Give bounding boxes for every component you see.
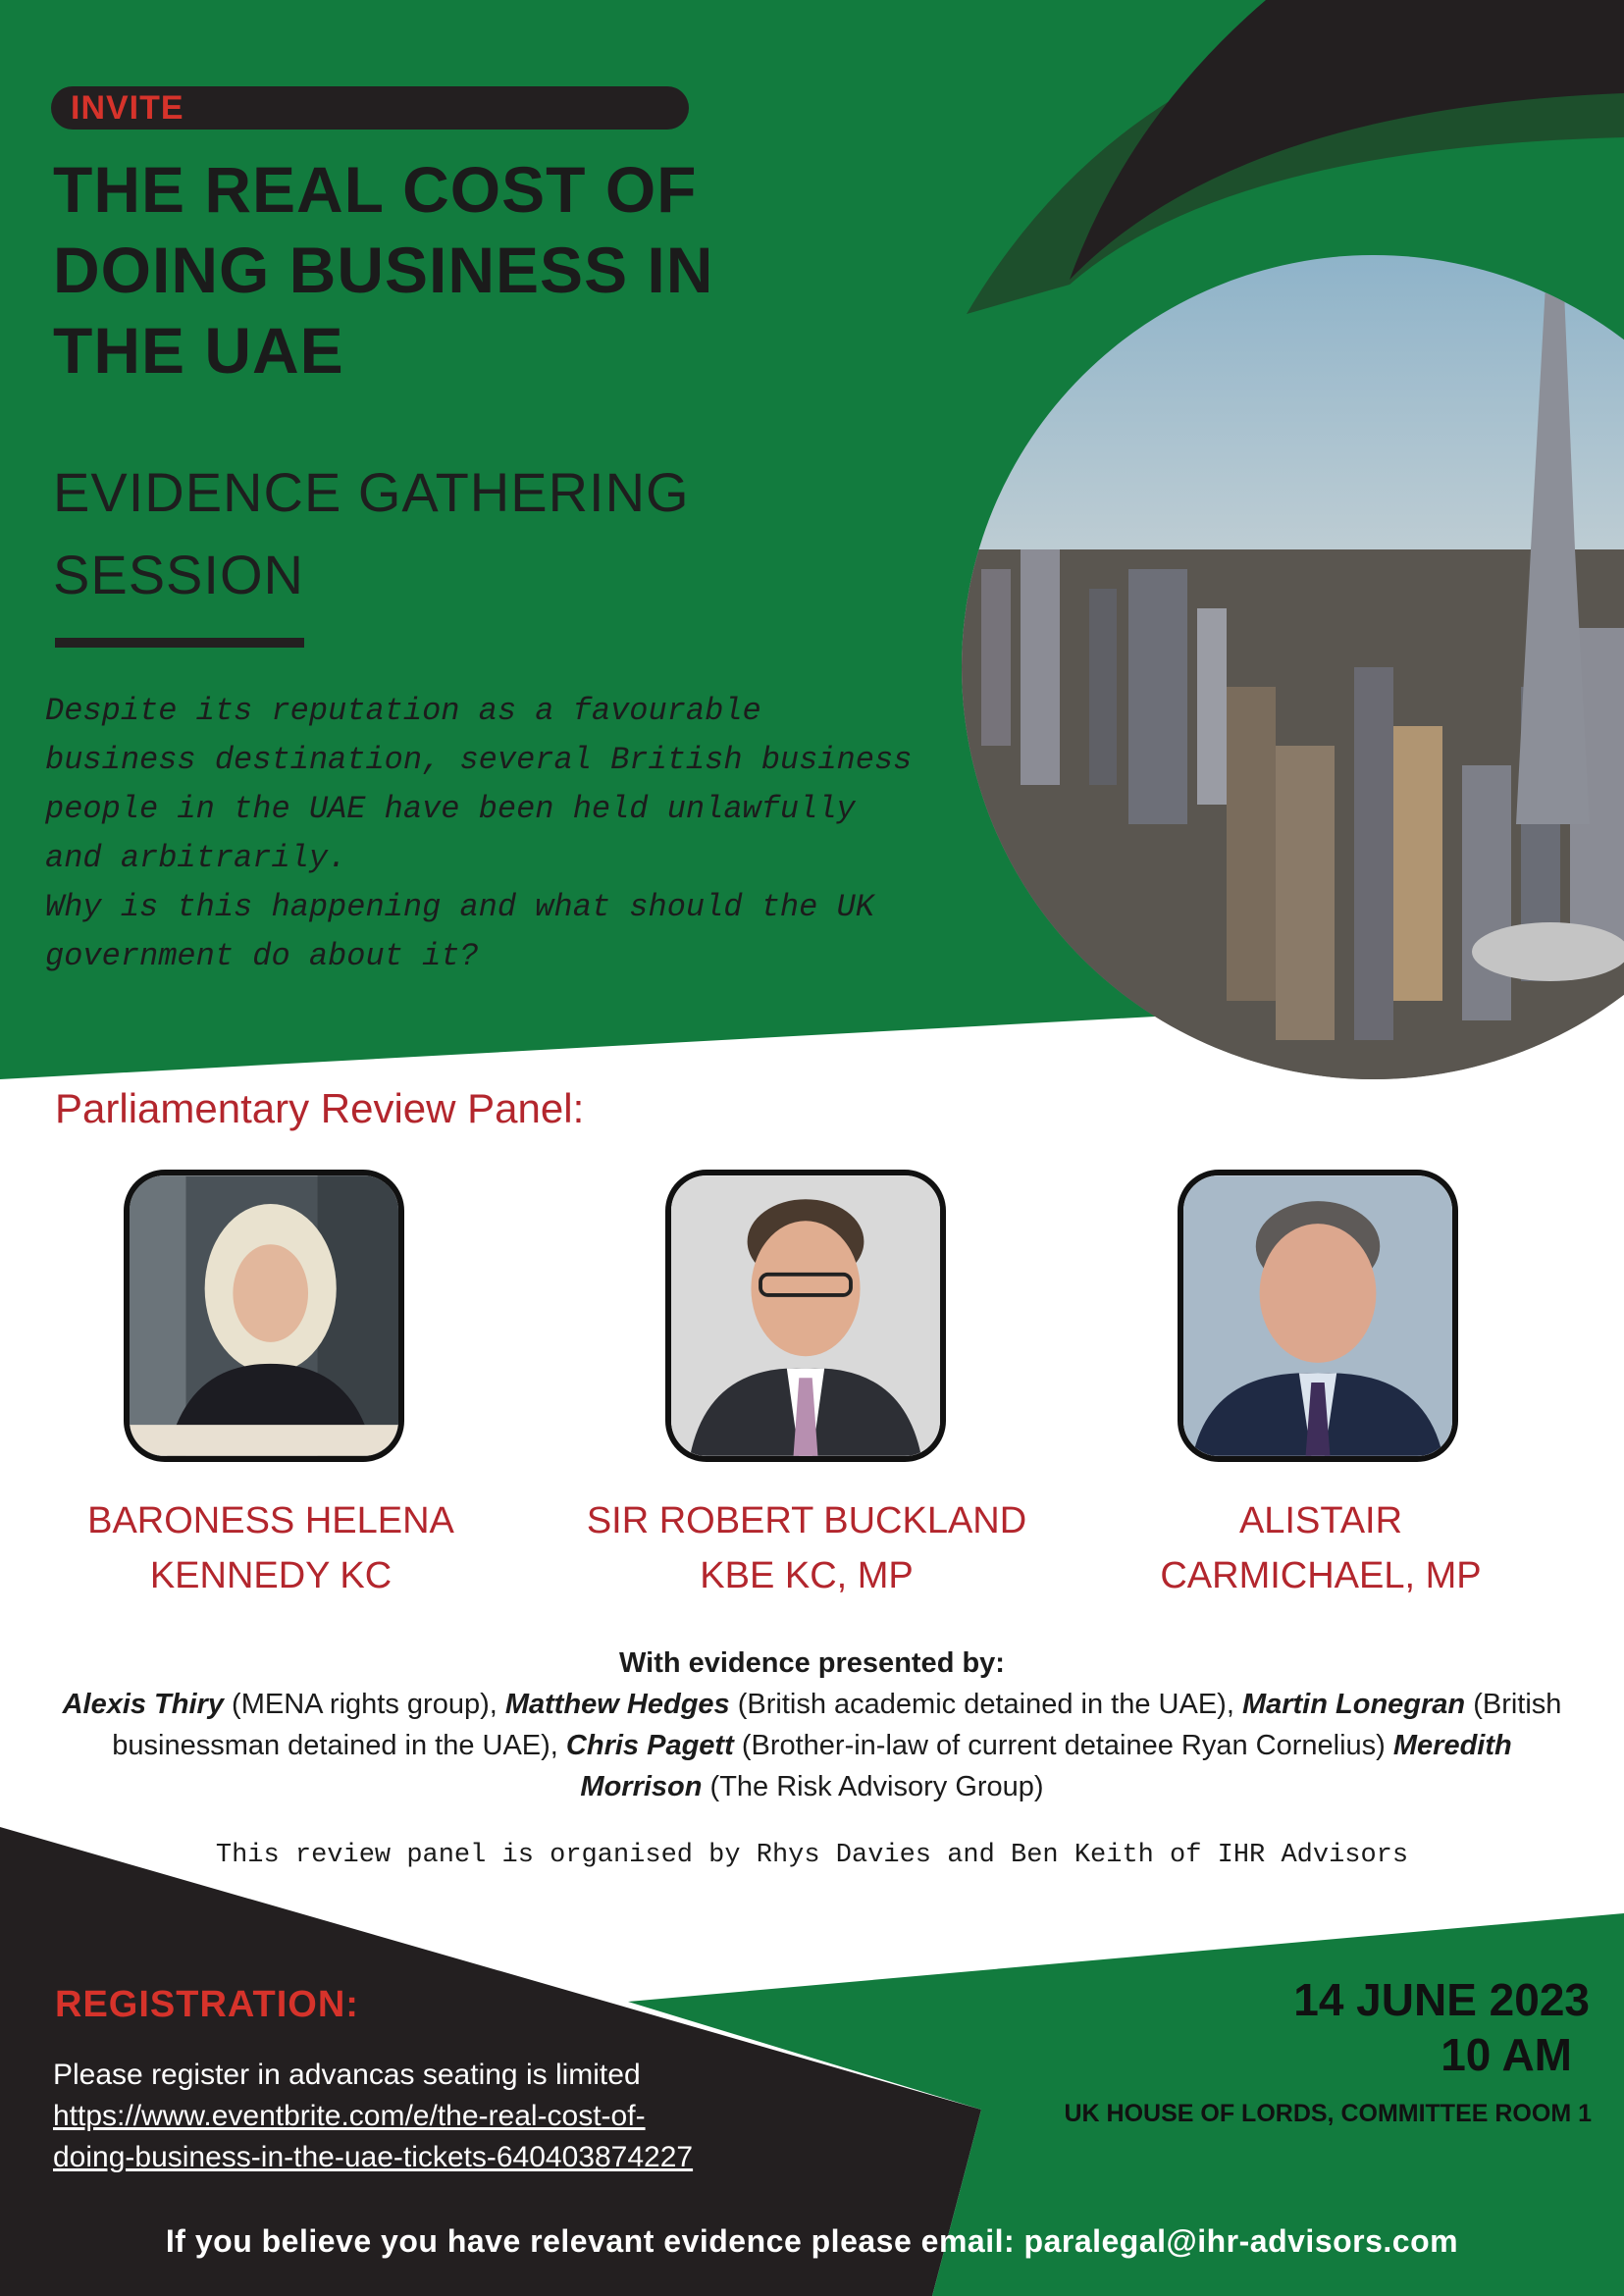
panelist-name-kennedy [16,1493,526,1603]
registration-link-line: doing-business-in-the-uae-tickets-640403874227 [53,2141,694,2173]
witness-name: Matthew Hedges [504,1689,730,1720]
intro-line: people in the UAE have been held unlawfully [45,791,856,827]
witness-list [59,1684,1565,1807]
name-line: CARMICHAEL, MP [1160,1555,1482,1596]
witness-name: Chris Pagett [565,1730,734,1761]
subtitle-line: SESSION [53,544,304,605]
panelist-photo-kennedy [124,1170,404,1462]
panelist-photo-buckland [665,1170,946,1462]
name-line: SIR ROBERT BUCKLAND [586,1500,1027,1541]
name-line: BARONESS HELENA [87,1500,454,1541]
title-line: THE UAE [53,314,344,387]
panelist-photo-carmichael [1178,1170,1458,1462]
subtitle-divider [55,638,304,648]
footer-contact[interactable]: If you believe you have relevant evidence please email: paralegal@ihr-advisors.com [165,2223,1459,2259]
witness-name: Martin Lonegran [1241,1689,1466,1720]
event-title [53,149,917,391]
evidence-section [59,1643,1565,1807]
witness-name: Meredith Morrison [580,1730,1512,1802]
intro-line: Despite its reputation as a favourable [45,693,761,729]
witness-name: Alexis Thiry [62,1689,224,1720]
intro-line: and arbitrarily. [45,840,347,876]
name-line: KENNEDY KC [149,1555,393,1596]
panelist-name-carmichael [1066,1493,1576,1603]
witness-affiliation: (Brother-in-law of current detainee Ryan Cornelius) [741,1730,1386,1761]
intro-line: business destination, several British business [45,742,913,778]
session-subtitle [53,451,799,616]
panel-heading: Parliamentary Review Panel: [55,1085,585,1131]
intro-line: Why is this happening and what should the UK [45,889,874,925]
witness-affiliation: (British academic detained in the UAE), [737,1689,1234,1720]
panelist-name-buckland [551,1493,1062,1603]
event-time: 10 AM [1441,2029,1572,2080]
organiser-note: This review panel is organised by Rhys Davies and Ben Keith of IHR Advisors [215,1841,1409,1870]
witness-affiliation: (British businessman detained in the UAE), [112,1689,1562,1761]
evidence-heading: With evidence presented by: [619,1647,1005,1679]
registration-link[interactable] [53,2096,799,2178]
event-date: 14 JUNE 2023 [1293,1974,1590,2025]
registration-title: REGISTRATION: [55,1984,359,2025]
registration-link-line: https://www.eventbrite.com/e/the-real-cost-of- [53,2100,646,2132]
title-line: THE REAL COST OF [53,153,698,226]
witness-affiliation: (The Risk Advisory Group) [709,1771,1044,1802]
witness-affiliation: (MENA rights group), [232,1689,498,1720]
name-line: KBE KC, MP [700,1555,914,1596]
title-line: DOING BUSINESS IN [53,234,714,306]
registration-block [53,2055,799,2178]
intro-text [45,687,987,981]
name-line: ALISTAIR [1238,1500,1403,1541]
subtitle-line: EVIDENCE GATHERING [53,461,690,523]
intro-line: government do about it? [45,938,479,974]
event-venue: UK HOUSE OF LORDS, COMMITTEE ROOM 1 [1064,2100,1592,2127]
invite-label: INVITE [71,89,184,127]
registration-text: Please register in advancas seating is limited [53,2059,641,2091]
